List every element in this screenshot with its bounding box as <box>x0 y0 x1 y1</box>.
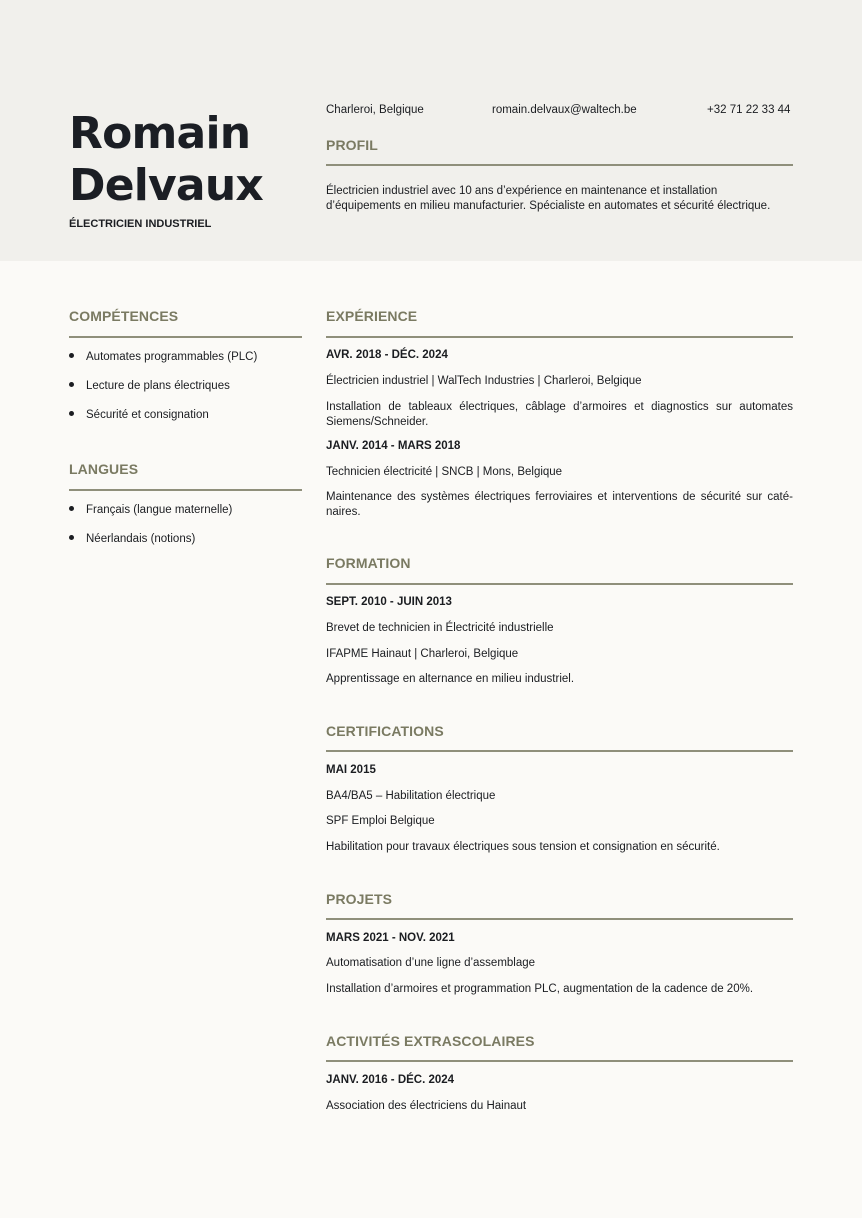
bullet-icon <box>69 535 74 540</box>
language-item: Français (langue maternelle) <box>69 504 232 516</box>
education-divider <box>326 583 793 585</box>
last-name: Delvaux <box>69 160 263 211</box>
education-degree: Brevet de technicien in Électricité industrielle <box>326 622 554 634</box>
candidate-name <box>69 108 263 212</box>
certifications-heading: CERTIFICATIONS <box>326 723 444 739</box>
project-description: Installation d’armoires et programmation PLC, augmentation de la cadence de 20%. <box>326 983 754 995</box>
certification-name: BA4/BA5 – Habilitation électrique <box>326 790 496 802</box>
languages-divider <box>69 489 302 491</box>
experience-dates: AVR. 2018 - DÉC. 2024 <box>326 349 448 361</box>
certification-issuer: SPF Emploi Belgique <box>326 815 435 827</box>
experience-heading: EXPÉRIENCE <box>326 308 418 324</box>
bullet-icon <box>69 506 74 511</box>
activity-name: Association des électriciens du Hainaut <box>326 1100 527 1112</box>
activities-heading: ACTIVITÉS EXTRASCOLAIRES <box>326 1033 535 1049</box>
experience-description: Installation de tableaux électriques, câblage d’armoires et diagnostics sur automates Siemens/Schneider. <box>326 401 793 428</box>
experience-role: Électricien industriel | WalTech Industries | Charleroi, Belgique <box>326 375 642 387</box>
bullet-icon <box>69 382 74 387</box>
skills-divider <box>69 336 302 338</box>
contact-phone[interactable]: +32 71 22 33 44 <box>707 104 791 116</box>
first-name: Romain <box>69 108 251 159</box>
job-title: ÉLECTRICIEN INDUSTRIEL <box>69 218 212 230</box>
bullet-icon <box>69 411 74 416</box>
education-dates: SEPT. 2010 - JUIN 2013 <box>326 596 452 608</box>
skill-item: Lecture de plans électriques <box>69 380 230 392</box>
skills-heading: COMPÉTENCES <box>69 308 179 324</box>
skill-item: Sécurité et consignation <box>69 409 209 421</box>
profile-heading: PROFIL <box>326 137 378 153</box>
activities-divider <box>326 1060 793 1062</box>
profile-text: Électricien industriel avec 10 ans d’expérience en maintenance et installation d’équipements en milieu manufacturier. Spécialiste en automates et sécurité électrique. <box>326 185 771 212</box>
languages-heading: LANGUES <box>69 461 139 477</box>
education-school: IFAPME Hainaut | Charleroi, Belgique <box>326 648 519 660</box>
experience-role: Technicien électricité | SNCB | Mons, Belgique <box>326 466 563 478</box>
education-heading: FORMATION <box>326 555 411 571</box>
language-item: Néerlandais (notions) <box>69 533 195 545</box>
skill-item: Automates programmables (PLC) <box>69 351 257 363</box>
profile-divider <box>326 164 793 166</box>
contact-email[interactable]: romain.delvaux@waltech.be <box>492 104 637 116</box>
project-dates: MARS 2021 - NOV. 2021 <box>326 932 455 944</box>
experience-description: Maintenance des systèmes électriques ferroviaires et interventions de sécurité sur caténaires. <box>326 491 793 518</box>
activity-dates: JANV. 2016 - DÉC. 2024 <box>326 1074 455 1086</box>
contact-city: Charleroi, Belgique <box>326 104 424 116</box>
certifications-divider <box>326 750 793 752</box>
projects-divider <box>326 918 793 920</box>
education-description: Apprentissage en alternance en milieu industriel. <box>326 673 575 685</box>
bullet-icon <box>69 353 74 358</box>
experience-divider <box>326 336 793 338</box>
projects-heading: PROJETS <box>326 891 393 907</box>
project-name: Automatisation d’une ligne d’assemblage <box>326 957 536 969</box>
certification-description: Habilitation pour travaux électriques sous tension et consignation en sécurité. <box>326 841 720 853</box>
certification-dates: MAI 2015 <box>326 764 376 776</box>
experience-dates: JANV. 2014 - MARS 2018 <box>326 440 461 452</box>
